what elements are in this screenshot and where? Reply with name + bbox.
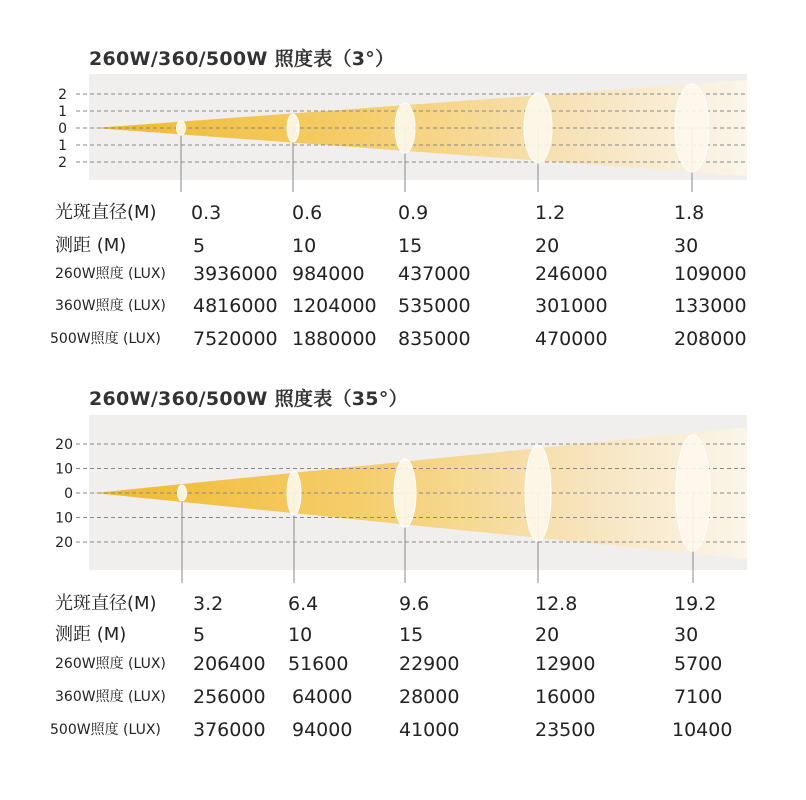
data-label: 10 xyxy=(292,235,317,257)
light-spot xyxy=(287,471,301,515)
light-spot xyxy=(524,93,552,163)
y-tick-label: 2 xyxy=(58,155,67,171)
y-tick-label: 20 xyxy=(55,437,73,453)
data-label: 1.2 xyxy=(535,202,566,224)
light-spot xyxy=(394,459,416,527)
data-label: 30 xyxy=(674,235,699,257)
data-label: 12.8 xyxy=(535,593,578,615)
y-tick-label: 20 xyxy=(55,535,73,551)
row-spot-diameter xyxy=(0,589,806,619)
light-spot xyxy=(525,445,551,541)
data-label: 20 xyxy=(535,235,560,257)
data-label: 984000 xyxy=(292,263,365,285)
data-label: 10 xyxy=(288,624,313,646)
chart-title: 260W/360/500W 照度表（35°） xyxy=(89,388,408,410)
data-label: 94000 xyxy=(292,719,353,741)
row-label: 光斑直径(M) xyxy=(55,593,157,614)
data-label: 20 xyxy=(535,624,560,646)
data-label: 1880000 xyxy=(292,328,377,350)
data-label: 437000 xyxy=(398,263,471,285)
data-label: 4816000 xyxy=(193,295,278,317)
row-label: 测距 (M) xyxy=(55,624,127,645)
data-label: 1204000 xyxy=(292,295,377,317)
data-label: 301000 xyxy=(535,295,608,317)
data-label: 208000 xyxy=(674,328,747,350)
data-label: 28000 xyxy=(399,686,460,708)
y-tick-label: 0 xyxy=(64,486,73,502)
data-label: 535000 xyxy=(398,295,471,317)
data-label: 15 xyxy=(398,235,423,257)
data-label: 835000 xyxy=(398,328,471,350)
row-lux-500w xyxy=(0,324,806,354)
row-lux-360w xyxy=(0,682,806,712)
data-label: 23500 xyxy=(535,719,596,741)
data-label: 19.2 xyxy=(674,593,717,615)
data-label: 51600 xyxy=(288,653,349,675)
data-label: 470000 xyxy=(535,328,608,350)
data-label: 3.2 xyxy=(193,593,224,615)
data-label: 109000 xyxy=(674,263,747,285)
data-label: 22900 xyxy=(399,653,460,675)
data-label: 41000 xyxy=(399,719,460,741)
data-label: 10400 xyxy=(672,719,733,741)
data-label: 1.8 xyxy=(674,202,705,224)
row-label: 光斑直径(M) xyxy=(55,202,157,223)
row-label: 测距 (M) xyxy=(55,235,127,256)
row-label: 260W照度 (LUX) xyxy=(55,266,166,282)
data-label: 64000 xyxy=(292,686,353,708)
data-label: 15 xyxy=(399,624,424,646)
beam-plot-35deg xyxy=(0,415,806,585)
chart-title: 260W/360/500W 照度表（3°） xyxy=(89,48,395,70)
light-spot xyxy=(395,103,415,153)
light-spot xyxy=(676,435,710,551)
data-label: 133000 xyxy=(674,295,747,317)
light-spot xyxy=(177,121,186,135)
light-spot xyxy=(178,485,187,501)
row-label: 260W照度 (LUX) xyxy=(55,656,166,672)
beam-plot-3deg xyxy=(0,74,806,194)
data-label: 0.9 xyxy=(398,202,429,224)
row-spot-diameter xyxy=(0,198,806,228)
y-tick-label: 10 xyxy=(55,510,73,527)
data-label: 256000 xyxy=(193,686,266,708)
y-tick-label: 1 xyxy=(58,138,67,154)
data-label: 6.4 xyxy=(288,593,319,615)
row-label: 360W照度 (LUX) xyxy=(55,298,166,314)
data-label: 376000 xyxy=(193,719,266,741)
data-label: 7100 xyxy=(674,686,723,708)
row-label: 500W照度 (LUX) xyxy=(50,722,161,738)
light-spot xyxy=(287,114,299,142)
data-label: 0.3 xyxy=(191,202,222,224)
data-label: 0.6 xyxy=(292,202,323,224)
light-spot xyxy=(675,84,709,172)
row-label: 500W照度 (LUX) xyxy=(50,331,161,347)
data-label: 7520000 xyxy=(193,328,278,350)
data-label: 5 xyxy=(193,624,206,646)
row-lux-260w xyxy=(0,649,806,679)
y-tick-label: 2 xyxy=(58,87,67,103)
data-label: 206400 xyxy=(193,653,266,675)
row-lux-500w xyxy=(0,715,806,745)
y-tick-label: 0 xyxy=(58,121,67,137)
row-distance xyxy=(0,231,806,261)
row-lux-360w xyxy=(0,291,806,321)
data-label: 5 xyxy=(193,235,206,257)
data-label: 16000 xyxy=(535,686,596,708)
data-label: 30 xyxy=(674,624,699,646)
data-label: 12900 xyxy=(535,653,596,675)
row-distance xyxy=(0,620,806,650)
data-label: 246000 xyxy=(535,263,608,285)
row-lux-260w xyxy=(0,259,806,289)
y-tick-label: 10 xyxy=(55,461,73,478)
data-label: 5700 xyxy=(674,653,723,675)
y-tick-label: 1 xyxy=(58,104,67,120)
data-label: 9.6 xyxy=(399,593,430,615)
row-label: 360W照度 (LUX) xyxy=(55,689,166,705)
data-label: 3936000 xyxy=(193,263,278,285)
